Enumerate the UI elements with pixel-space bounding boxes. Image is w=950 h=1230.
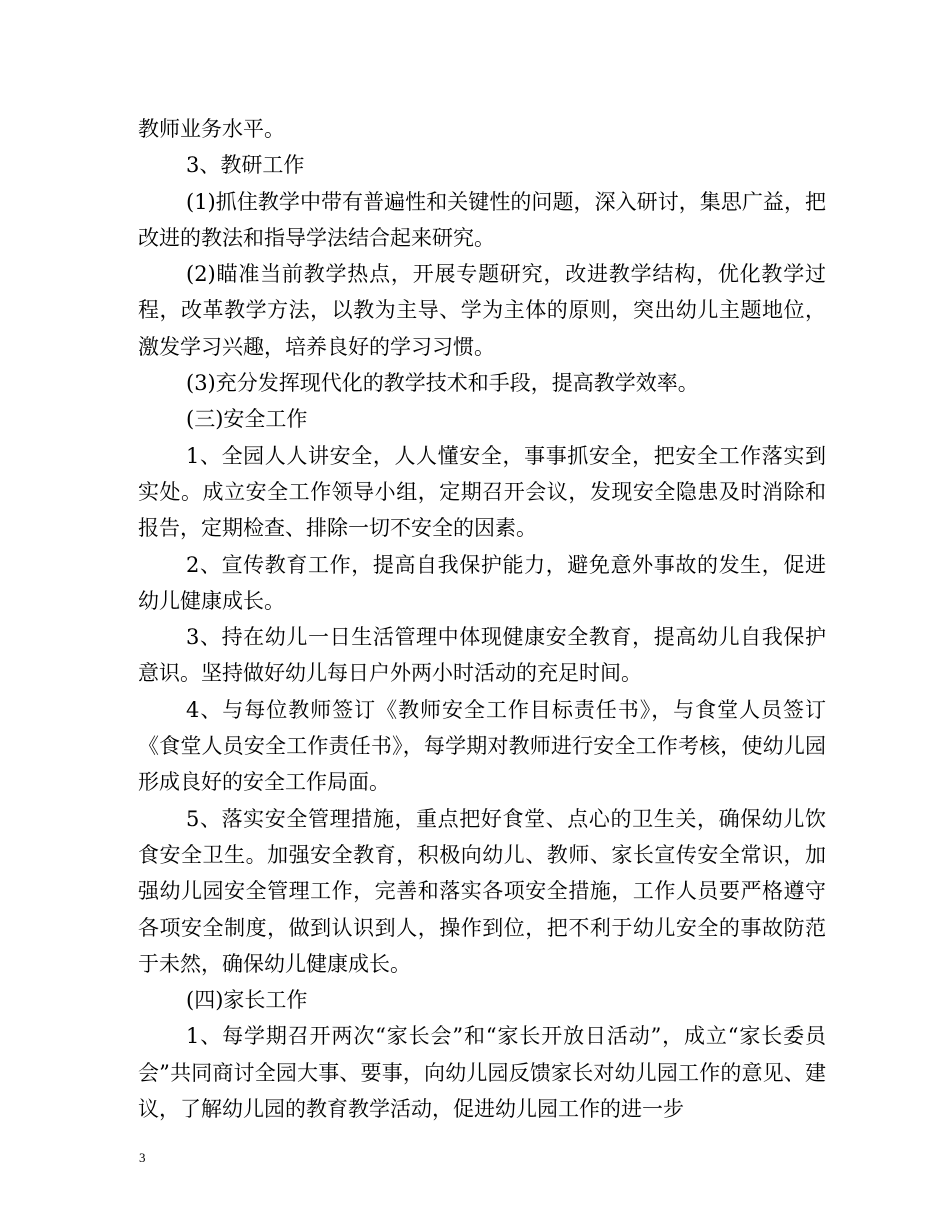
paragraph-safety-2: 2、宣传教育工作，提高自我保护能力，避免意外事故的发生，促进幼儿健康成长。 [138,552,826,613]
paragraph-safety-3: 3、持在幼儿一日生活管理中体现健康安全教育，提高幼儿自我保护意识。坚持做好幼儿每日户外两小时活动的充足时间。 [138,625,826,686]
paragraph-safety-4: 4、与每位教师签订《教师安全工作目标责任书》，与食堂人员签订《食堂人员安全工作责任书》，每学期对教师进行安全工作考核，使幼儿园形成良好的安全工作局面。 [138,697,826,795]
paragraph-research-1: (1)抓住教学中带有普遍性和关键性的问题，深入研讨，集思广益，把改进的教法和指导学法结合起来研究。 [138,189,826,250]
section-heading-safety: (三)安全工作 [186,407,308,432]
section-heading-teaching-research: 3、教研工作 [186,153,305,178]
paragraph-parents-1: 1、每学期召开两次“家长会”和“家长开放日活动”，成立“家长委员会”共同商讨全园大事、要事，向幼儿园反馈家长对幼儿园工作的意见、建议，了解幼儿园的教育教学活动，促进幼儿园工作的进一步 [138,1024,826,1122]
paragraph-research-3: (3)充分发挥现代化的教学技术和手段，提高教学效率。 [186,371,699,396]
paragraph-continuation: 教师业务水平。 [138,117,285,141]
section-heading-parents: (四)家长工作 [186,988,308,1013]
page-number: 3 [139,1150,146,1165]
paragraph-safety-5: 5、落实安全管理措施，重点把好食堂、点心的卫生关，确保幼儿饮食安全卫生。加强安全教育，积极向幼儿、教师、家长宣传安全常识，加强幼儿园安全管理工作，完善和落实各项安全措施，工作人员要严格遵守各项安全制度，做到认识到人，操作到位，把不利于幼儿安全的事故防范于未然，确保幼儿健康成长。 [138,806,826,976]
document-body [138,111,826,1127]
paragraph-safety-1: 1、全园人人讲安全，人人懂安全，事事抓安全，把安全工作落实到实处。成立安全工作领导小组，定期召开会议，发现安全隐患及时消除和报告，定期检查、排除一切不安全的因素。 [138,443,826,541]
paragraph-research-2: (2)瞄准当前教学热点，开展专题研究，改进教学结构，优化教学过程，改革教学方法，以教为主导、学为主体的原则，突出幼儿主题地位，激发学习兴趣，培养良好的学习习惯。 [138,262,826,359]
